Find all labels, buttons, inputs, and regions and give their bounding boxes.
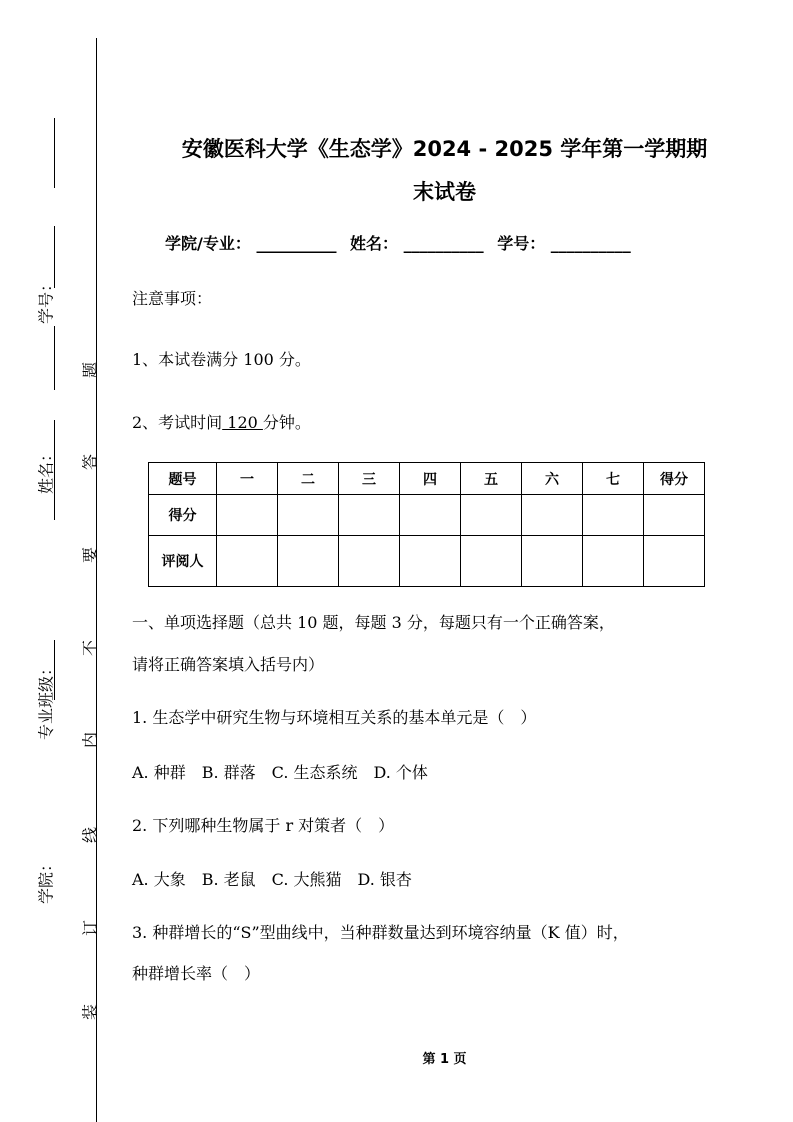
score-cell[interactable] — [522, 495, 583, 536]
score-cell[interactable] — [217, 495, 278, 536]
section-heading-cont: 请将正确答案填入括号内） — [132, 655, 325, 674]
page-number: 第 1 页 — [422, 1052, 467, 1067]
margin-label-id: 学号： — [36, 275, 56, 325]
seal-char: 线 — [80, 826, 100, 844]
margin-blank-line — [54, 118, 55, 188]
seal-char: 内 — [80, 731, 100, 749]
note-1: 1、本试卷满分 100 分。 — [132, 350, 311, 369]
grader-cell[interactable] — [461, 536, 522, 587]
table-row — [149, 536, 705, 587]
section-heading: 一、单项选择题（总共 10 题，每题 3 分，每题只有一个正确答案， — [132, 613, 615, 632]
grader-cell[interactable] — [217, 536, 278, 587]
score-table — [148, 462, 705, 587]
score-cell[interactable] — [461, 495, 522, 536]
table-header: 三 — [339, 463, 400, 495]
name-blank[interactable]: __________ — [403, 234, 484, 253]
question-1-options: A. 种群 B. 群落 C. 生态系统 D. 个体 — [132, 763, 428, 782]
college-label: 学院/专业： — [165, 234, 251, 253]
exam-duration: 120 — [222, 413, 263, 432]
table-header: 六 — [522, 463, 583, 495]
margin-label-class: 专业班级： — [36, 659, 56, 741]
table-header: 二 — [278, 463, 339, 495]
grader-cell[interactable] — [278, 536, 339, 587]
seal-char: 订 — [80, 919, 100, 937]
seal-char: 装 — [80, 1003, 100, 1021]
margin-label-college: 学院： — [36, 855, 56, 905]
score-cell[interactable] — [583, 495, 644, 536]
seal-char: 要 — [80, 546, 100, 564]
id-label: 学号： — [497, 234, 546, 253]
student-info-line — [165, 231, 631, 254]
table-row — [149, 495, 705, 536]
seal-char: 题 — [80, 361, 100, 379]
row-label: 评阅人 — [149, 536, 217, 587]
grader-cell[interactable] — [583, 536, 644, 587]
question-2: 2. 下列哪种生物属于 r 对策者（ ） — [132, 816, 395, 835]
seal-char: 答 — [80, 453, 100, 471]
seal-char: 不 — [80, 639, 100, 657]
question-1: 1. 生态学中研究生物与环境相互关系的基本单元是（ ） — [132, 708, 537, 727]
id-blank[interactable]: __________ — [550, 234, 631, 253]
table-header: 四 — [400, 463, 461, 495]
question-3: 3. 种群增长的“S”型曲线中，当种群数量达到环境容纳量（K 值）时， — [132, 923, 629, 942]
note-2 — [132, 410, 311, 433]
row-label: 得分 — [149, 495, 217, 536]
grader-cell[interactable] — [644, 536, 705, 587]
margin-blank-line — [54, 326, 55, 390]
question-2-options: A. 大象 B. 老鼠 C. 大熊猫 D. 银杏 — [132, 870, 412, 889]
name-label: 姓名： — [350, 234, 399, 253]
score-cell[interactable] — [644, 495, 705, 536]
college-blank[interactable]: __________ — [256, 234, 337, 253]
score-cell[interactable] — [400, 495, 461, 536]
table-header: 五 — [461, 463, 522, 495]
question-3-cont: 种群增长率（ ） — [132, 964, 261, 983]
grader-cell[interactable] — [400, 536, 461, 587]
table-header: 得分 — [644, 463, 705, 495]
score-cell[interactable] — [339, 495, 400, 536]
grader-cell[interactable] — [522, 536, 583, 587]
grader-cell[interactable] — [339, 536, 400, 587]
exam-title-line1: 安徽医科大学《生态学》2024 - 2025 学年第一学期期 — [181, 137, 708, 161]
score-cell[interactable] — [278, 495, 339, 536]
table-header: 一 — [217, 463, 278, 495]
notes-heading: 注意事项： — [132, 289, 213, 308]
table-header: 题号 — [149, 463, 217, 495]
table-header: 七 — [583, 463, 644, 495]
note-2-unit: 分钟。 — [262, 413, 311, 432]
margin-label-name: 姓名： — [36, 445, 56, 495]
table-header-row — [149, 463, 705, 495]
exam-title-line2: 末试卷 — [413, 180, 476, 204]
note-2-text: 2、考试时间 — [132, 413, 223, 432]
